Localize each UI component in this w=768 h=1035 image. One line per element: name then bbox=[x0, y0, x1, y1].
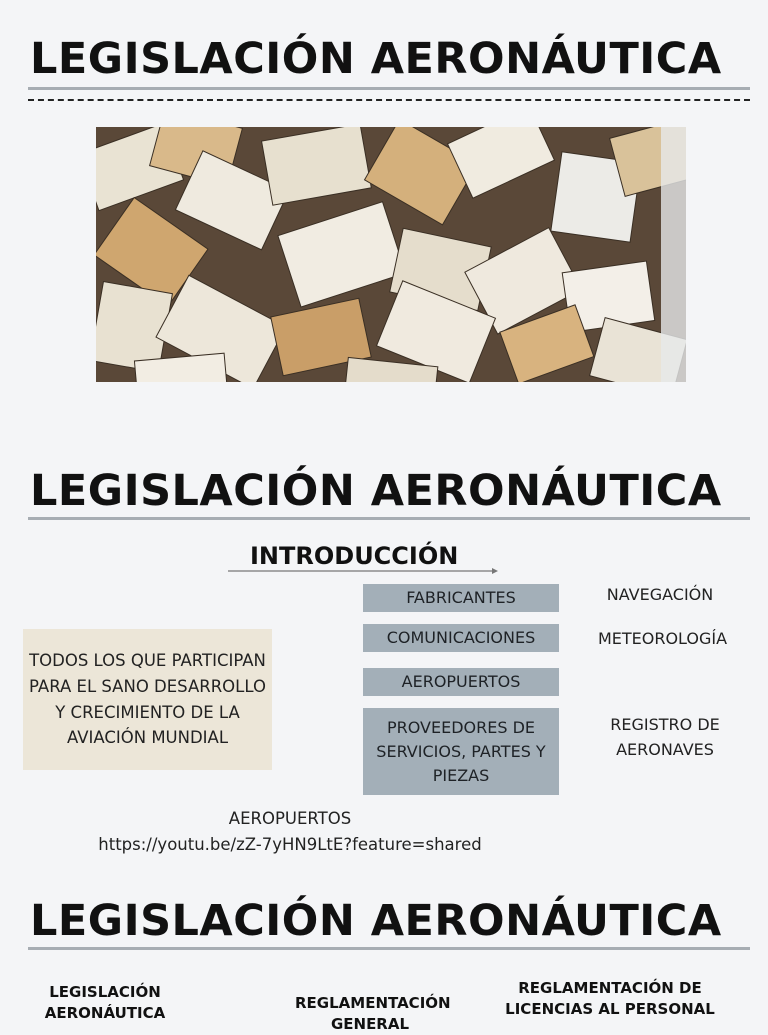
title-underline bbox=[28, 87, 750, 90]
section-title: LEGISLACIÓN AERONÁUTICA bbox=[30, 466, 722, 516]
title-underline bbox=[28, 517, 750, 520]
note-text: TODOS LOS QUE PARTICIPAN PARA EL SANO DESARROLLO Y CRECIMIENTO DE LA AVIACIÓN MUNDIAL bbox=[29, 651, 266, 748]
note-box bbox=[23, 629, 272, 770]
box-proveedores: PROVEEDORES DE SERVICIOS, PARTES Y PIEZAS bbox=[363, 708, 559, 795]
column-legislacion: LEGISLACIÓN AERONÁUTICA bbox=[44, 983, 166, 1022]
intro-heading: INTRODUCCIÓN bbox=[250, 542, 459, 570]
title-underline bbox=[28, 947, 750, 950]
video-link[interactable]: https://youtu.be/zZ-7yHN9LtE?feature=shared bbox=[98, 834, 482, 854]
dashed-divider bbox=[28, 99, 750, 101]
column-reglamentacion-general: REGLAMENTACIÓN GENERAL bbox=[295, 994, 451, 1033]
page-title: LEGISLACIÓN AERONÁUTICA bbox=[30, 34, 722, 84]
box-fabricantes: FABRICANTES bbox=[363, 584, 559, 612]
box-aeropuertos: AEROPUERTOS bbox=[363, 668, 559, 696]
video-link-block bbox=[70, 806, 510, 857]
label-meteorologia: METEOROLOGÍA bbox=[597, 629, 728, 648]
box-comunicaciones: COMUNICACIONES bbox=[363, 624, 559, 652]
column-reglamentacion-licencias: REGLAMENTACIÓN DE LICENCIAS AL PERSONAL bbox=[505, 979, 715, 1018]
label-navegacion: NAVEGACIÓN bbox=[606, 585, 714, 604]
video-label: AEROPUERTOS bbox=[228, 809, 352, 828]
intro-arrow-icon bbox=[228, 566, 498, 576]
section-title: LEGISLACIÓN AERONÁUTICA bbox=[30, 896, 722, 946]
label-registro: REGISTRO DE AERONAVES bbox=[610, 715, 720, 759]
books-photo bbox=[96, 127, 686, 382]
